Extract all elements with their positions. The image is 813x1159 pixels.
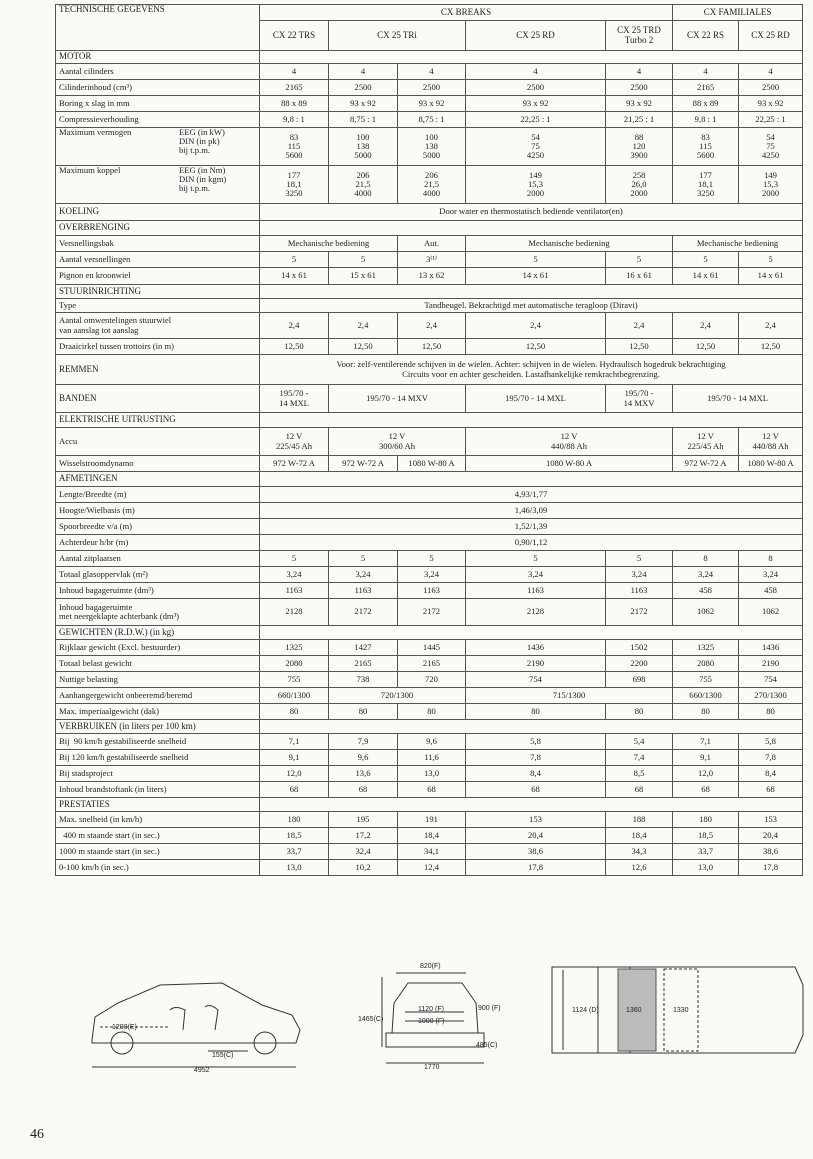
dim-900: 900 (F)	[478, 1005, 501, 1012]
table-row: Inhoud bagageruimte (dm³) 1163 1163 1163 1163 1163 458 458	[56, 583, 803, 599]
dim-1000: 1000 (F)	[418, 1018, 445, 1025]
table-row: Aantal zitplaatsen 5 5 5 5 5 8 8	[56, 551, 803, 567]
section-gewichten: GEWICHTEN (R.D.W.) (in kg)	[56, 626, 260, 640]
section-stuur: STUURINRICHTING	[56, 285, 260, 299]
table-row: Totaal belast gewicht 2080 2165 2165 2190 2200 2080 2190	[56, 656, 803, 672]
table-row: Lengte/Breedte (m) 4,93/1,77	[56, 487, 803, 503]
table-row: Rijklaar gewicht (Excl. bestuurder) 1325 1427 1445 1436 1502 1325 1436	[56, 640, 803, 656]
dim-4952: 4952	[194, 1067, 210, 1074]
table-row: Maximum vermogen EEG (in kW) DIN (in pk) bij t.p.m. 83 115 5600 100 138 5000 100 138 5000 54 75 4250 88 120 3900 83 115 5600 54 75 4250	[56, 128, 803, 166]
dim-1465: 1465(C)	[358, 1016, 384, 1023]
spec-table	[55, 4, 803, 876]
table-row: BANDEN 195/70 - 14 MXL 195/70 - 14 MXV 195/70 - 14 MXL 195/70 - 14 MXV 195/70 - 14 MXL	[56, 385, 803, 413]
table-row: Bij 90 km/h gestabiliseerde snelheid 7,1 7,9 9,6 5,8 5,4 7,1 5,8	[56, 734, 803, 750]
table-row: 1000 m staande start (in sec.) 33,7 32,4 34,1 38,6 34,3 33,7 38,6	[56, 844, 803, 860]
table-row: Aanhangergewicht onbeeremd/beremd 660/1300 720/1300 715/1300 660/1300 270/1300	[56, 688, 803, 704]
table-row: Boring x slag in mm 88 x 89 93 x 92 93 x 92 93 x 92 93 x 92 88 x 89 93 x 92	[56, 96, 803, 112]
table-row: Max. snelheid (in km/h) 180 195 191 153 188 180 153	[56, 812, 803, 828]
table-row: 400 m staande start (in sec.) 18,5 17,2 18,4 20,4 18,4 18,5 20,4	[56, 828, 803, 844]
table-row: Totaal glasoppervlak (m²) 3,24 3,24 3,24 3,24 3,24 3,24 3,24	[56, 567, 803, 583]
model-header: CX 25 RD	[739, 21, 803, 51]
table-row: Achterdeur h/br (m) 0,90/1,12	[56, 535, 803, 551]
table-row: Wisselstroomdynamo 972 W-72 A 972 W-72 A 1080 W-80 A 1080 W-80 A 972 W-72 A 1080 W-80 A	[56, 456, 803, 472]
table-row: Bij 120 km/h gestabiliseerde snelheid 9,1 9,6 11,6 7,8 7,4 9,1 7,8	[56, 750, 803, 766]
dimension-drawings	[0, 955, 813, 1085]
dim-1200: 1200(E)	[112, 1024, 137, 1031]
dim-1360: 1360	[626, 1007, 642, 1014]
table-row: Nuttige belasting 755 738 720 754 698 755 754	[56, 672, 803, 688]
table-row: Hoogte/Wielbasis (m) 1,46/3,09	[56, 503, 803, 519]
table-title: TECHNISCHE GEGEVENS	[56, 5, 260, 51]
table-row: Type Tandheugel. Bekrachtigd met automatische teragloop (Diravi)	[56, 299, 803, 313]
table-row: 0-100 km/h (in sec.) 13,0 10,2 12,4 17,8 12,6 13,0 17,8	[56, 860, 803, 876]
section-koeling: KOELING	[56, 204, 260, 221]
group-cx-breaks: CX BREAKS	[260, 5, 673, 21]
dim-1330: 1330	[673, 1007, 689, 1014]
table-row: Bij stadsproject 12,0 13,6 13,0 8,4 8,5 12,0 8,4	[56, 766, 803, 782]
section-verbruik: VERBRUIKEN (in liters per 100 km)	[56, 720, 260, 734]
page-number: 46	[30, 1127, 44, 1142]
table-row: KOELING Door water en thermostatisch bediende ventilator(en)	[56, 204, 803, 221]
table-row: Aantal omwentelingen stuurwiel van aanslag tot aanslag 2,4 2,4 2,4 2,4 2,4 2,4 2,4	[56, 313, 803, 339]
dim-1770: 1770	[424, 1064, 440, 1071]
table-row: Inhoud brandstoftank (in liters) 68 68 68 68 68 68 68	[56, 782, 803, 798]
table-row: Max. imperiaalgewicht (dak) 80 80 80 80 80 80 80	[56, 704, 803, 720]
section-afmetingen: AFMETINGEN	[56, 472, 260, 487]
table-row: Aantal versnellingen 5 5 3⁽¹⁾ 5 5 5 5	[56, 252, 803, 268]
section-motor: MOTOR	[56, 51, 260, 64]
section-elektrisch: ELEKTRISCHE UITRUSTING	[56, 413, 260, 428]
dim-1124: 1124 (D)	[572, 1007, 599, 1014]
table-row: Inhoud bagageruimte met neergeklapte achterbank (dm³) 2128 2172 2172 2128 2172 1062 1062	[56, 599, 803, 626]
group-cx-familiales: CX FAMILIALES	[673, 5, 803, 21]
table-row: Maximum koppel EEG (in Nm) DIN (in kgm) bij t.p.m. 177 18,1 3250 206 21,5 4000 206 21,5 4000 149 15,3 2000 258 26,0 2000 177 18,1 3250 149 15,3 2000	[56, 166, 803, 204]
section-banden: BANDEN	[56, 385, 260, 413]
section-remmen: REMMEN	[56, 355, 260, 385]
dim-820: 820(F)	[420, 963, 441, 970]
table-row: REMMEN Voor: zelf-ventilerende schijven in de wielen. Achter: schijven in de wielen. Hydraulisch hogedruk bekrachtiging Circuits voor en achter gescheiden. Lastafhankelijke remkrachtbegrenzing.	[56, 355, 803, 385]
model-header: CX 22 TRS	[260, 21, 329, 51]
table-row: Cilinderinhoud (cm³) 2165 2500 2500 2500 2500 2165 2500	[56, 80, 803, 96]
model-header: CX 25 TRD Turbo 2	[606, 21, 673, 51]
model-header: CX 22 RS	[673, 21, 739, 51]
table-row: Aantal cilinders 4 4 4 4 4 4 4	[56, 64, 803, 80]
model-header: CX 25 RD	[466, 21, 606, 51]
dim-485: 485(C)	[476, 1042, 498, 1049]
section-overbrenging: OVERBRENGING	[56, 221, 260, 236]
table-row: Accu 12 V 225/45 Ah 12 V 300/60 Ah 12 V 440/88 Ah 12 V 225/45 Ah 12 V 440/88 Ah	[56, 428, 803, 456]
table-row: Pignon en kroonwiel 14 x 61 15 x 61 13 x 62 14 x 61 16 x 61 14 x 61 14 x 61	[56, 268, 803, 285]
table-row: Compressieverhouding 9,8 : 1 8,75 : 1 8,75 : 1 22,25 : 1 21,25 : 1 9,8 : 1 22,25 : 1	[56, 112, 803, 128]
dim-155: 155(C)	[212, 1052, 234, 1059]
section-prestaties: PRESTATIES	[56, 798, 260, 812]
table-row: Draaicirkel tussen trottoirs (in m) 12,50 12,50 12,50 12,50 12,50 12,50 12,50	[56, 339, 803, 355]
table-row: Spoorbreedte v/a (m) 1,52/1,39	[56, 519, 803, 535]
model-header: CX 25 TRi	[329, 21, 466, 51]
table-row: Versnellingsbak Mechanische bediening Aut. Mechanische bediening Mechanische bediening	[56, 236, 803, 252]
dim-1120: 1120 (F)	[418, 1006, 444, 1013]
